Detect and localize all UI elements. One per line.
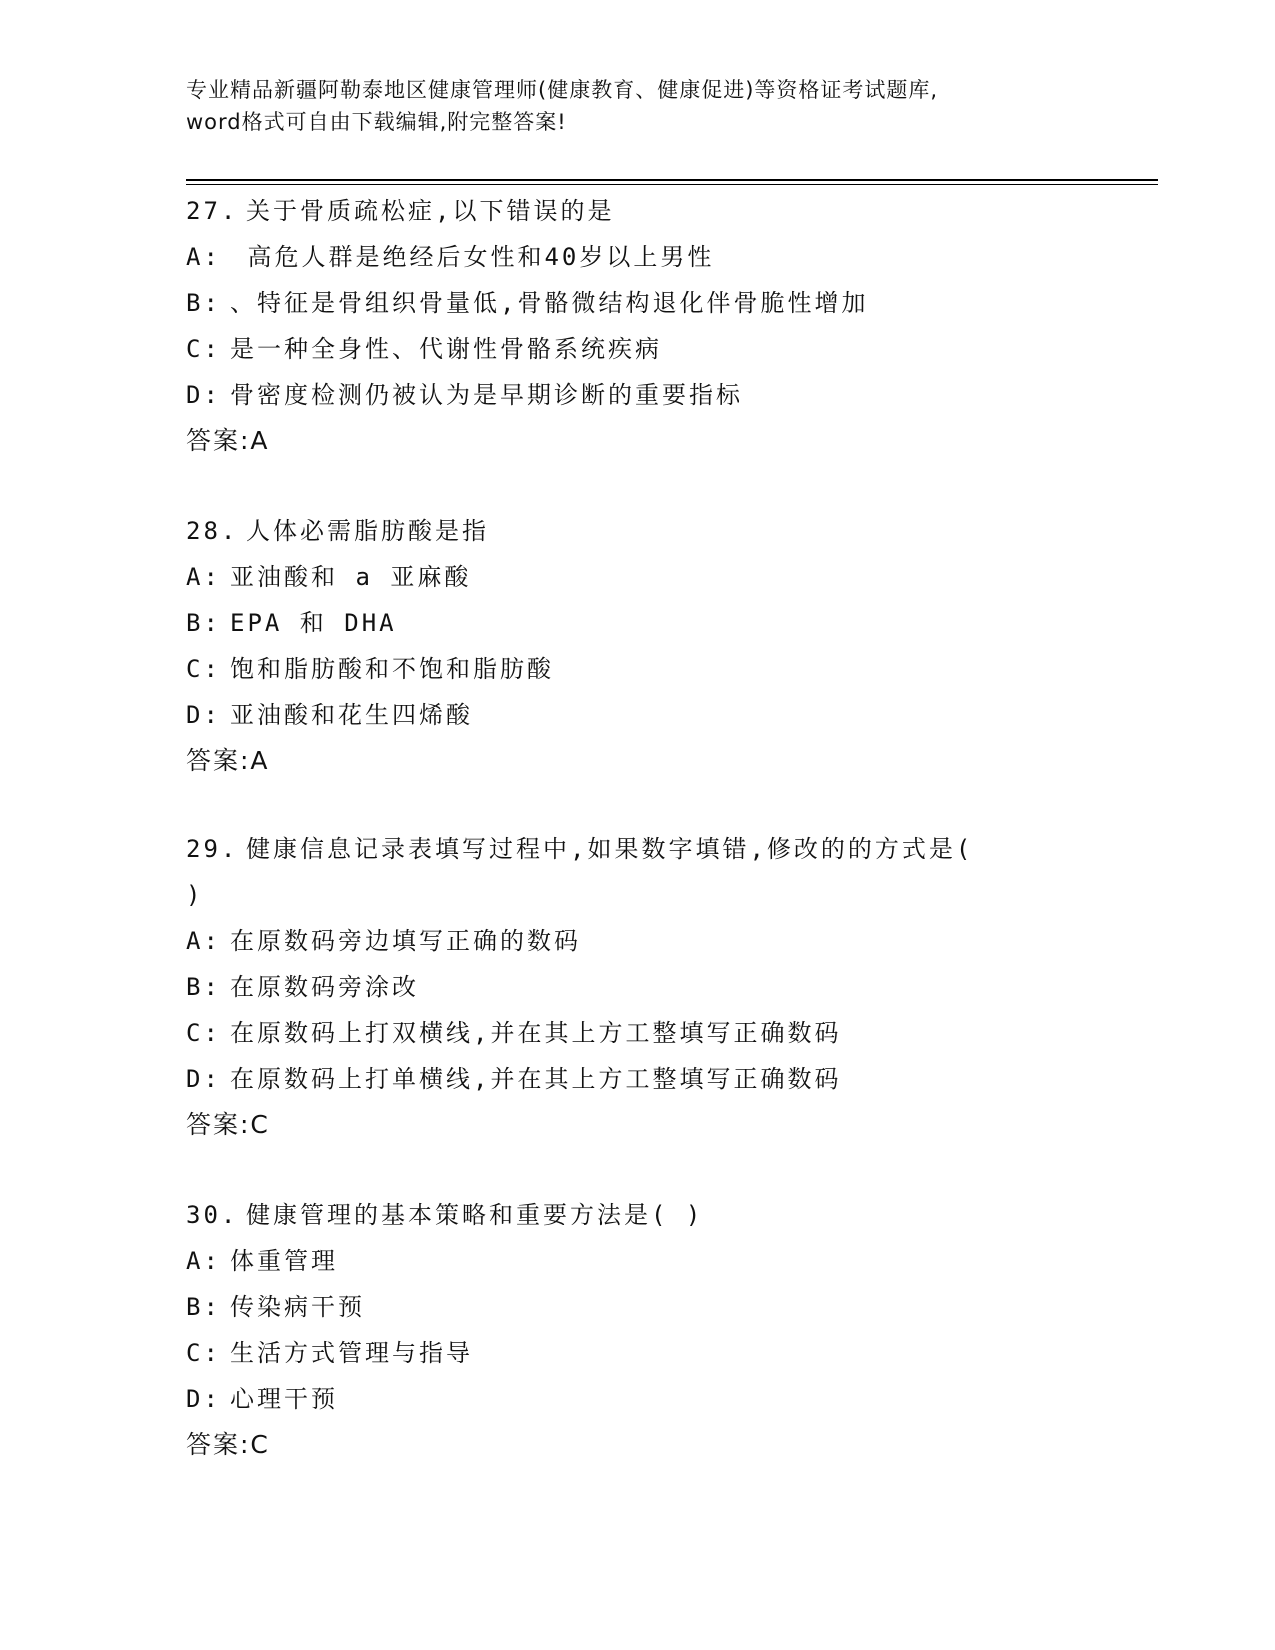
header-title-line-2: word格式可自由下载编辑,附完整答案! xyxy=(186,110,567,134)
option-letter: B: xyxy=(186,1293,221,1321)
option-letter: B: xyxy=(186,289,221,317)
option-letter: D: xyxy=(186,701,221,729)
question-text: 人体必需脂肪酸是指 xyxy=(246,517,489,545)
option-d xyxy=(186,1376,1146,1422)
header-title-line-1: 专业精品新疆阿勒泰地区健康管理师(健康教育、健康促进)等资格证考试题库, xyxy=(186,78,939,102)
option-c xyxy=(186,646,1146,692)
option-text: EPA 和 DHA xyxy=(230,609,397,637)
question-text: 健康信息记录表填写过程中,如果数字填错,修改的的方式是( xyxy=(246,835,974,863)
option-text: 是一种全身性、代谢性骨骼系统疾病 xyxy=(230,335,662,363)
option-d xyxy=(186,1056,1146,1102)
question-stem-continuation: ) xyxy=(186,881,204,909)
option-letter: C: xyxy=(186,335,221,363)
question-block xyxy=(186,508,1146,784)
option-d xyxy=(186,692,1146,738)
question-block xyxy=(186,826,1146,1148)
question-number: 29. xyxy=(186,835,239,863)
answer-line: 答案:A xyxy=(186,746,270,775)
option-b xyxy=(186,1284,1146,1330)
option-a xyxy=(186,1238,1146,1284)
option-letter: C: xyxy=(186,655,221,683)
option-letter: D: xyxy=(186,1385,221,1413)
header-divider-thick xyxy=(186,179,1158,181)
option-text: 在原数码上打单横线,并在其上方工整填写正确数码 xyxy=(230,1065,842,1093)
option-text: 饱和脂肪酸和不饱和脂肪酸 xyxy=(230,655,554,683)
question-stem xyxy=(186,188,1146,234)
option-letter: A: xyxy=(186,1247,221,1275)
option-letter: C: xyxy=(186,1019,221,1047)
answer-line: 答案:C xyxy=(186,1110,270,1139)
option-text: 、特征是骨组织骨量低,骨骼微结构退化伴骨脆性增加 xyxy=(230,289,869,317)
question-text: 健康管理的基本策略和重要方法是( ) xyxy=(246,1201,704,1229)
question-number: 27. xyxy=(186,197,239,225)
option-text: 传染病干预 xyxy=(230,1293,365,1321)
question-stem xyxy=(186,826,1146,872)
option-letter: A: xyxy=(186,563,221,591)
option-text: 高危人群是绝经后女性和40岁以上男性 xyxy=(230,243,715,271)
option-letter: A: xyxy=(186,243,221,271)
option-c xyxy=(186,326,1146,372)
option-letter: D: xyxy=(186,381,221,409)
option-text: 在原数码旁涂改 xyxy=(230,973,419,1001)
header-divider-thin xyxy=(186,184,1158,185)
option-text: 骨密度检测仍被认为是早期诊断的重要指标 xyxy=(230,381,743,409)
option-text: 生活方式管理与指导 xyxy=(230,1339,473,1367)
question-number: 28. xyxy=(186,517,239,545)
document-header xyxy=(186,74,1086,138)
option-text: 心理干预 xyxy=(230,1385,338,1413)
question-number: 30. xyxy=(186,1201,239,1229)
option-c xyxy=(186,1330,1146,1376)
option-letter: A: xyxy=(186,927,221,955)
answer-line: 答案:A xyxy=(186,426,270,455)
option-letter: C: xyxy=(186,1339,221,1367)
option-a xyxy=(186,234,1146,280)
question-stem xyxy=(186,508,1146,554)
option-text: 体重管理 xyxy=(230,1247,338,1275)
option-letter: B: xyxy=(186,609,221,637)
option-c xyxy=(186,1010,1146,1056)
option-d xyxy=(186,372,1146,418)
question-stem xyxy=(186,1192,1146,1238)
option-a xyxy=(186,554,1146,600)
option-text: 亚油酸和花生四烯酸 xyxy=(230,701,473,729)
option-text: 在原数码旁边填写正确的数码 xyxy=(230,927,581,955)
option-text: 在原数码上打双横线,并在其上方工整填写正确数码 xyxy=(230,1019,842,1047)
question-text: 关于骨质疏松症,以下错误的是 xyxy=(246,197,615,225)
question-block xyxy=(186,1192,1146,1468)
option-letter: D: xyxy=(186,1065,221,1093)
answer-line: 答案:C xyxy=(186,1430,270,1459)
option-text: 亚油酸和 a 亚麻酸 xyxy=(230,563,472,591)
option-letter: B: xyxy=(186,973,221,1001)
option-b xyxy=(186,964,1146,1010)
option-b xyxy=(186,280,1146,326)
question-block xyxy=(186,188,1146,464)
option-b xyxy=(186,600,1146,646)
option-a xyxy=(186,918,1146,964)
